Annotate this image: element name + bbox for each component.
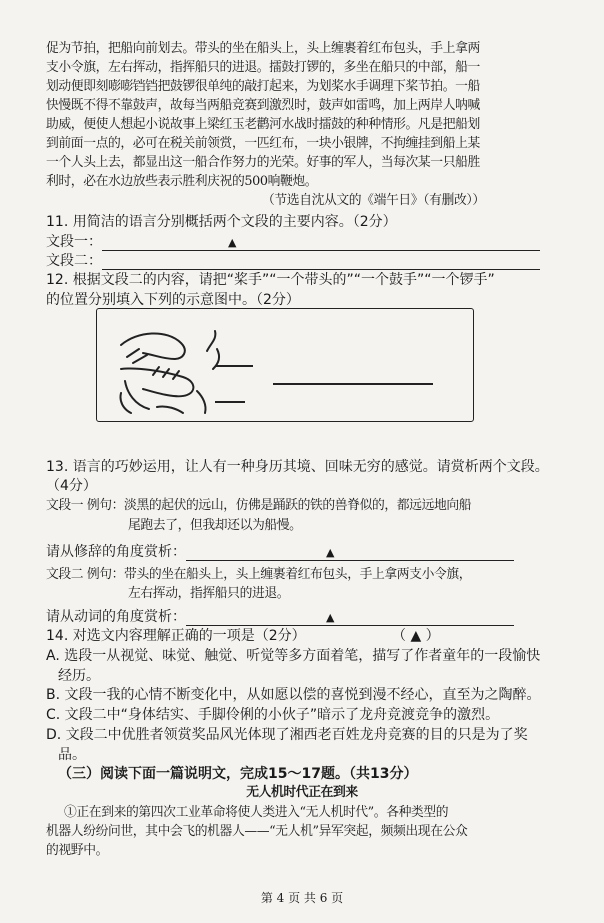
q14-option-c: C. 文段二中“身体结实、手脚伶俐的小伙子”暗示了龙舟竞渡竞争的激烈。 bbox=[46, 707, 500, 723]
dragon-boat-diagram bbox=[96, 308, 474, 422]
article-title: 无人机时代正在到来 bbox=[246, 785, 358, 800]
question-12-line-2: 的位置分别填入下列的示意图中。（2分） bbox=[46, 292, 300, 308]
q11-answer-row-1 bbox=[46, 233, 540, 251]
section-3-heading: （三）阅读下面一篇说明文，完成15～17题。（共13分） bbox=[58, 766, 418, 782]
q13-answer-blank-1[interactable] bbox=[186, 546, 514, 561]
article-paragraph-line: 的视野中。 bbox=[46, 843, 108, 858]
passage-line: 支小令旗，左右挥动，指挥船只的进退。擂鼓打锣的，多坐在船只的中部，船一 bbox=[46, 60, 480, 75]
q14-option-a: A. 选段一从视觉、味觉、触觉、听觉等多方面着笔，描写了作者童年的一段愉快 bbox=[46, 648, 541, 664]
passage-line: 助威，便使人想起小说故事上梁红玉老鹳河水战时擂鼓的种种情形。凡是把船划 bbox=[46, 117, 480, 132]
answer-marker: ▲ bbox=[326, 611, 335, 624]
passage-line: 划动便即刻嘭嘭铛铛把鼓锣很单纯的敲打起来，为划桨水手调理下桨节拍。一船 bbox=[46, 79, 480, 94]
q14-answer-paren[interactable]: （ ▲ ） bbox=[392, 628, 440, 644]
passage-line: 快慢既不得不靠鼓声，故每当两船竞赛到激烈时，鼓声如雷鸣，加上两岸人呐喊 bbox=[46, 98, 480, 113]
question-14: 14. 对选文内容理解正确的一项是（2分） bbox=[46, 628, 306, 644]
q13-example-2-cont: 左右挥动，指挥船只的进退。 bbox=[128, 586, 290, 601]
boat-body-line bbox=[273, 383, 433, 385]
answer-marker: ▲ bbox=[228, 236, 237, 249]
article-paragraph-line: 机器人纷纷问世，其中会飞的机器人——“无人机”异军突起，频频出现在公众 bbox=[46, 824, 468, 839]
source-note: （节选自沈从文的《端午日》（有删改）） bbox=[262, 193, 485, 208]
passage-line: 利时，必在水边放些表示胜利庆祝的500响鞭炮。 bbox=[46, 174, 318, 189]
q13-prompt-2-label: 请从动词的角度赏析： bbox=[46, 609, 186, 625]
q11-label-2: 文段二： bbox=[46, 253, 102, 269]
q13-prompt-rhetoric bbox=[46, 543, 514, 561]
q11-answer-row-2 bbox=[46, 252, 540, 270]
q13-prompt-1-label: 请从修辞的角度赏析： bbox=[46, 544, 186, 560]
q13-example-2: 文段二 例句：带头的坐在船头上，头上缠裹着红布包头，手上拿两支小令旗， bbox=[46, 567, 472, 582]
passage-line: 到前面一点的，必可在税关前领赏，一匹红布，一块小银牌，不拘缠挂到船上某 bbox=[46, 136, 480, 151]
q11-label-1: 文段一： bbox=[46, 234, 102, 250]
deck-mark bbox=[215, 401, 245, 403]
q14-option-b: B. 文段一我的心情不断变化中，从如愿以偿的喜悦到漫不经心，直至为之陶醉。 bbox=[46, 687, 541, 703]
deck-mark bbox=[215, 365, 253, 367]
q13-example-1: 文段一 例句：淡黑的起伏的远山，仿佛是踊跃的铁的兽脊似的，都远远地向船 bbox=[46, 498, 472, 513]
answer-marker: ▲ bbox=[326, 546, 335, 559]
q13-answer-blank-2[interactable] bbox=[186, 611, 514, 626]
question-11: 11. 用简洁的语言分别概括两个文段的主要内容。（2分） bbox=[46, 214, 397, 230]
question-13-line-2: （4分） bbox=[46, 478, 97, 494]
q11-answer-blank-2[interactable] bbox=[102, 255, 540, 270]
q14-option-d-cont: 品。 bbox=[58, 747, 86, 763]
passage-line: 促为节拍，把船向前划去。带头的坐在船头上，头上缠裹着红布包头，手上拿两 bbox=[46, 41, 480, 56]
q13-example-1-cont: 尾跑去了，但我却还以为船慢。 bbox=[128, 518, 302, 533]
page-footer: 第 4 页 共 6 页 bbox=[260, 891, 344, 905]
dragon-head-icon bbox=[97, 309, 473, 421]
q14-option-a-cont: 经历。 bbox=[58, 668, 100, 684]
q14-option-d: D. 文段二中优胜者领赏奖品风光体现了湘西老百姓龙舟竞赛的目的只是为了奖 bbox=[46, 727, 528, 743]
question-13-line-1: 13. 语言的巧妙运用，让人有一种身历其境、回味无穷的感觉。请赏析两个文段。 bbox=[46, 459, 549, 475]
article-paragraph-line: ①正在到来的第四次工业革命将使人类进入“无人机时代”。各种类型的 bbox=[64, 805, 449, 820]
q13-prompt-verbs bbox=[46, 608, 514, 626]
question-12-line-1: 12. 根据文段二的内容，请把“桨手”“一个带头的”“一个鼓手”“一个锣手” bbox=[46, 272, 495, 288]
q11-answer-blank-1[interactable] bbox=[102, 236, 540, 251]
passage-line: 一个人头上去，都显出这一船合作努力的光荣。好事的军人，当每次某一只船胜 bbox=[46, 155, 480, 170]
